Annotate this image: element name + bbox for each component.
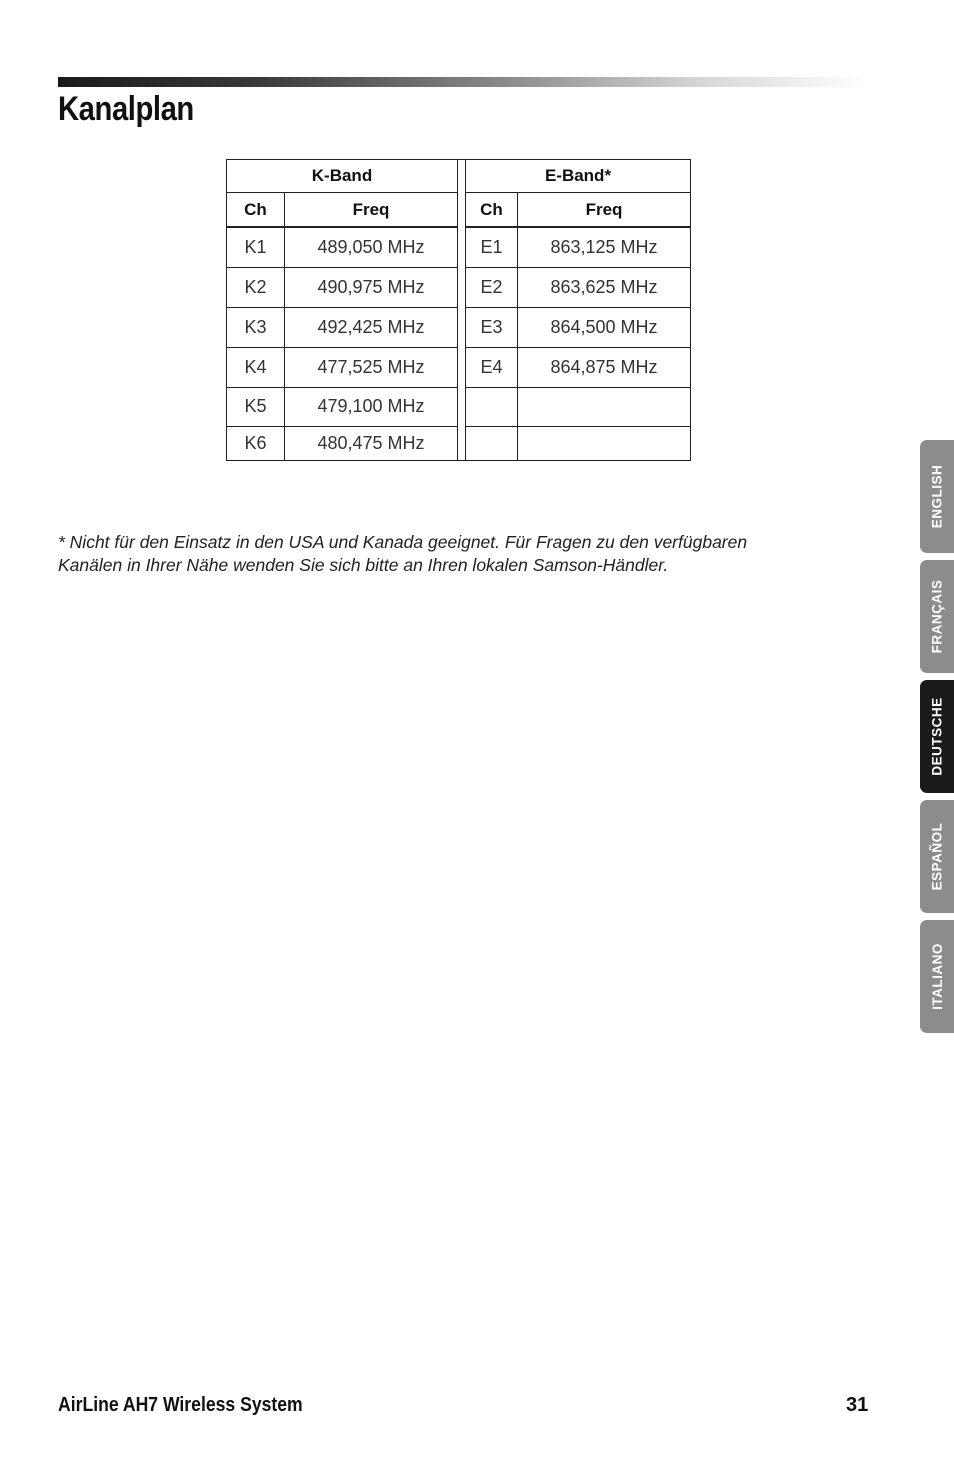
tab-deutsche[interactable] <box>920 680 954 793</box>
page-title: Kanalplan <box>58 90 194 128</box>
k-ch-cell: K4 <box>227 347 285 387</box>
e-ch-cell: E4 <box>466 347 518 387</box>
channel-plan-table <box>226 159 691 461</box>
tab-label: FRANÇAIS <box>929 579 945 654</box>
e-ch-cell: E2 <box>466 267 518 307</box>
e-ch-cell <box>466 387 518 426</box>
k-ch-cell: K2 <box>227 267 285 307</box>
footer-product-name: AirLine AH7 Wireless System <box>58 1394 303 1416</box>
tab-espanol[interactable] <box>920 800 954 913</box>
e-freq-cell: 863,125 MHz <box>518 227 691 267</box>
tab-francais[interactable] <box>920 560 954 673</box>
e-freq-header: Freq <box>518 193 691 228</box>
tab-label: ENGLISH <box>929 464 945 529</box>
e-freq-cell <box>518 426 691 460</box>
tab-label: ITALIANO <box>929 943 945 1010</box>
k-freq-cell: 477,525 MHz <box>285 347 458 387</box>
tab-label: DEUTSCHE <box>929 697 945 776</box>
tab-english[interactable] <box>920 440 954 553</box>
k-freq-cell: 480,475 MHz <box>285 426 458 460</box>
tab-label: ESPAÑOL <box>929 822 945 891</box>
k-band-header: K-Band <box>227 160 458 193</box>
header-rule <box>58 77 868 87</box>
k-ch-cell: K3 <box>227 307 285 347</box>
k-freq-header: Freq <box>285 193 458 228</box>
e-ch-cell: E3 <box>466 307 518 347</box>
e-ch-cell: E1 <box>466 227 518 267</box>
footnote-line-1: * Nicht für den Einsatz in den USA und Kanada geeignet. Für Fragen zu den verfügbaren <box>58 532 748 552</box>
k-freq-cell: 490,975 MHz <box>285 267 458 307</box>
k-ch-cell: K5 <box>227 387 285 426</box>
k-freq-cell: 489,050 MHz <box>285 227 458 267</box>
footnote <box>58 531 858 577</box>
k-freq-cell: 479,100 MHz <box>285 387 458 426</box>
e-freq-cell <box>518 387 691 426</box>
e-freq-cell: 864,500 MHz <box>518 307 691 347</box>
k-ch-cell: K6 <box>227 426 285 460</box>
table-divider <box>458 160 466 461</box>
footer-page-number: 31 <box>846 1394 869 1416</box>
e-freq-cell: 863,625 MHz <box>518 267 691 307</box>
e-ch-header: Ch <box>466 193 518 228</box>
tab-italiano[interactable] <box>920 920 954 1033</box>
footnote-line-2: Kanälen in Ihrer Nähe wenden Sie sich bitte an Ihren lokalen Samson-Händler. <box>58 555 669 575</box>
e-ch-cell <box>466 426 518 460</box>
k-freq-cell: 492,425 MHz <box>285 307 458 347</box>
e-freq-cell: 864,875 MHz <box>518 347 691 387</box>
k-ch-header: Ch <box>227 193 285 228</box>
k-ch-cell: K1 <box>227 227 285 267</box>
e-band-header: E-Band* <box>466 160 691 193</box>
